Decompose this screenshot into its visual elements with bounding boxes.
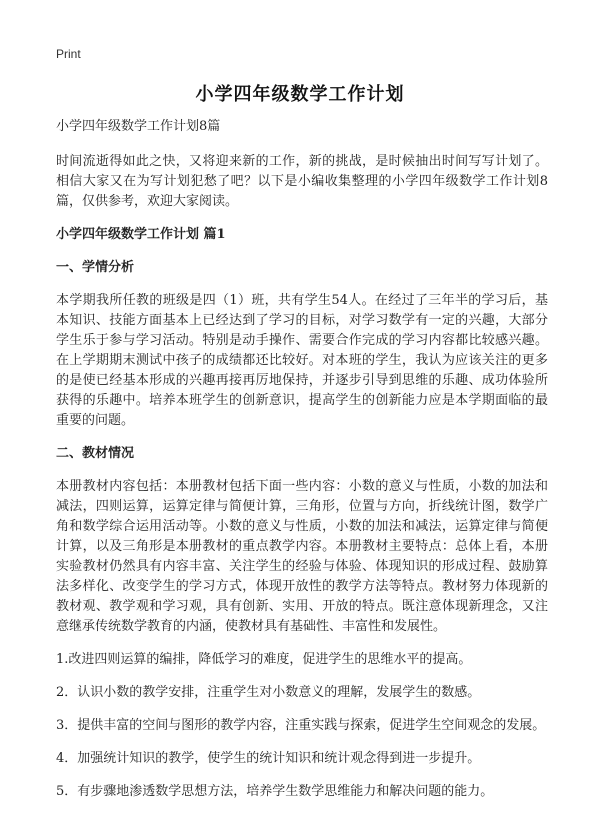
section-heading-student-analysis: 一、学情分析 — [56, 260, 135, 275]
list-item: 5．有步骤地渗透数学思想方法，培养学生数学思维能力和解决问题的能力。 — [56, 784, 494, 799]
document-body — [56, 117, 548, 815]
intro-paragraph: 时间流逝得如此之快，又将迎来新的工作，新的挑战，是时候抽出时间写写计划了。相信大家又在为写计划犯愁了吧？以下是小编收集整理的小学四年级数学工作计划8篇，仅供参考，欢迎大家阅读。 — [56, 154, 548, 209]
list-item: 1.改进四则运算的编排，降低学习的难度，促进学生的思维水平的提高。 — [56, 652, 472, 667]
list-item: 4．加强统计知识的教学，使学生的统计知识和统计观念得到进一步提升。 — [56, 751, 481, 766]
section-heading-textbook: 二、教材情况 — [56, 446, 135, 461]
feature-list — [56, 650, 548, 802]
list-item: 2．认识小数的教学安排，注重学生对小数意义的理解，发展学生的数感。 — [56, 685, 481, 700]
list-item: 3．提供丰富的空间与图形的教学内容，注重实践与探索，促进学生空间观念的发展。 — [56, 718, 546, 733]
student-analysis-paragraph: 本学期我所任教的班级是四（1）班，共有学生54人。在经过了三年半的学习后，基本知识、技能方面基本上已经达到了学习的目标，对学习数学有一定的兴趣，大部分学生乐于参与学习活动。特别是动手操作、需要合作完成的学习内容都比较感兴趣。在上学期期末测试中孩子的成绩都还比较好。对本班的学生，我认为应该关注的更多的是使已经基本形成的兴趣再接再厉地保持，并逐步引导到思维的乐趣、成功体验所获得的乐趣中。培养本班学生的创新意识，提高学生的创新能力应是本学期面临的最重要的问题。 — [56, 293, 548, 428]
page-title: 小学四年级数学工作计划 — [195, 84, 405, 105]
print-link[interactable]: Print — [56, 47, 81, 61]
document-subtitle: 小学四年级数学工作计划8篇 — [56, 119, 221, 134]
article-heading: 小学四年级数学工作计划 篇1 — [56, 227, 226, 242]
textbook-paragraph: 本册教材内容包括：本册教材包括下面一些内容：小数的意义与性质，小数的加法和减法，四则运算，运算定律与简便计算，三角形，位置与方向，折线统计图，数学广角和数学综合运用活动等。小数的意义与性质，小数的加法和减法，运算定律与简便计算，以及三角形是本册教材的重点教学内容。本册教材主要特点：总体上看，本册实验教材仍然具有内容丰富、关注学生的经验与体验、体现知识的形成过程、鼓励算法多样化、改变学生的学习方式，体现开放性的教学方法等特点。教材努力体现新的教材观、教学观和学习观，具有创新、实用、开放的特点。既注意体现新理念，又注意继承传统数学教育的内涵，使教材具有基础性、丰富性和发展性。 — [56, 479, 548, 634]
